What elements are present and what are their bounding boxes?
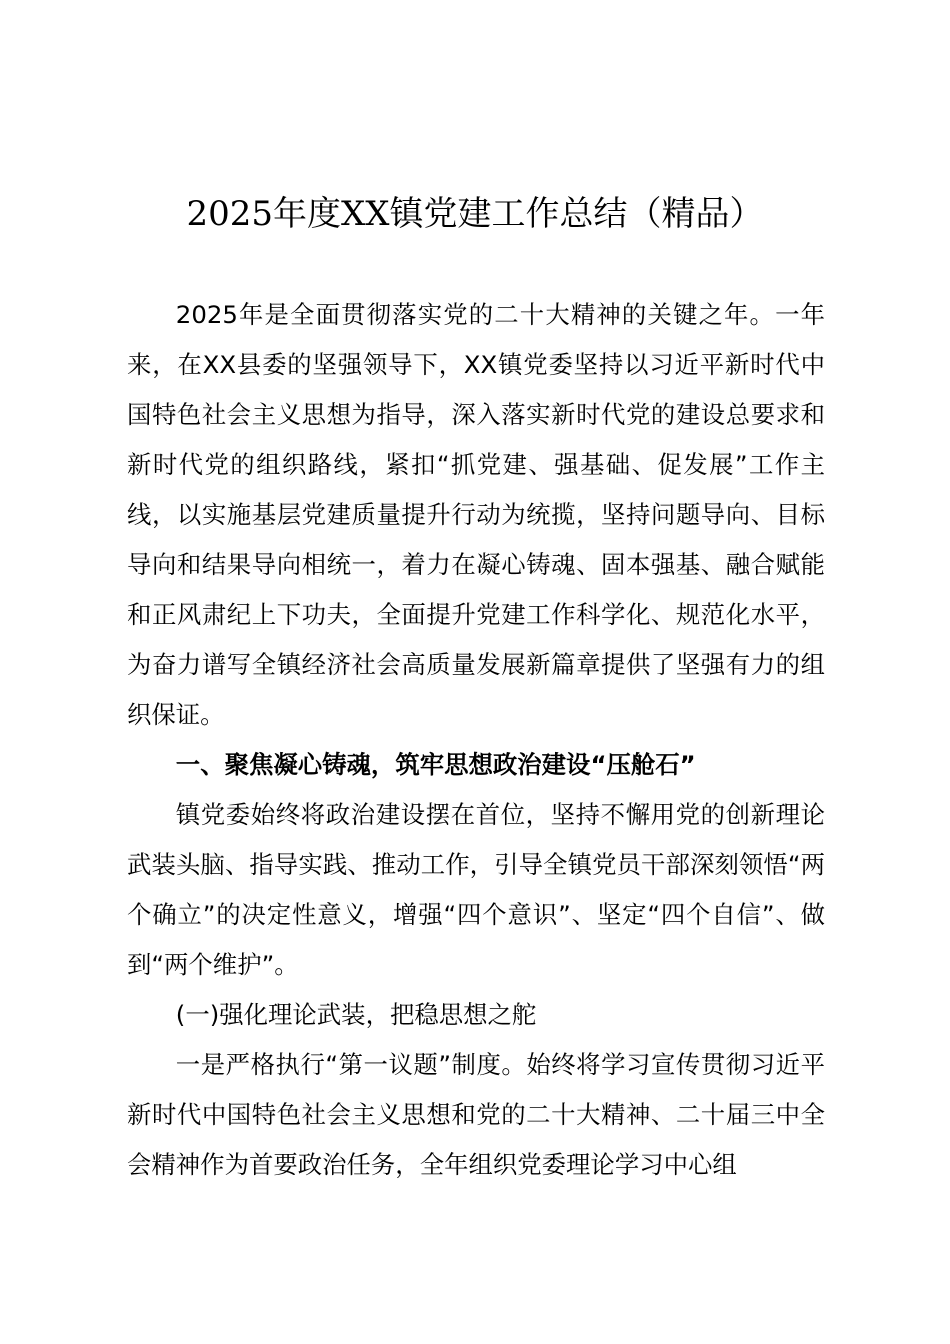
subsection-paragraph: 一是严格执行“第一议题”制度。始终将学习宣传贯彻习近平新时代中国特色社会主义思想和党的二十大精神、二十届三中全会精神作为首要政治任务，全年组织党委理论学习中心组 xyxy=(127,1050,825,1179)
section-heading: 一、聚焦凝心铸魂，筑牢思想政治建设“压舱石” xyxy=(175,750,696,779)
document-title: 2025年度XX镇党建工作总结（精品） xyxy=(186,194,764,234)
subsection-heading: (一)强化理论武装，把稳思想之舵 xyxy=(175,1000,537,1029)
document-body xyxy=(127,290,825,1190)
intro-paragraph: 2025年是全面贯彻落实党的二十大精神的关键之年。一年来，在XX县委的坚强领导下，XX镇党委坚持以习近平新时代中国特色社会主义思想为指导，深入落实新时代党的建设总要求和新时代党的组织路线，紧扣“抓党建、强基础、促发展”工作主线，以实施基层党建质量提升行动为统揽，坚持问题导向、目标导向和结果导向相统一，着力在凝心铸魂、固本强基、融合赋能和正风肃纪上下功夫，全面提升党建工作科学化、规范化水平，为奋力谱写全镇经济社会高质量发展新篇章提供了坚强有力的组织保证。 xyxy=(127,300,825,729)
section-paragraph: 镇党委始终将政治建设摆在首位，坚持不懈用党的创新理论武装头脑、指导实践、推动工作，引导全镇党员干部深刻领悟“两个确立”的决定性意义，增强“四个意识”、坚定“四个自信”、做到“两个维护”。 xyxy=(127,800,825,979)
